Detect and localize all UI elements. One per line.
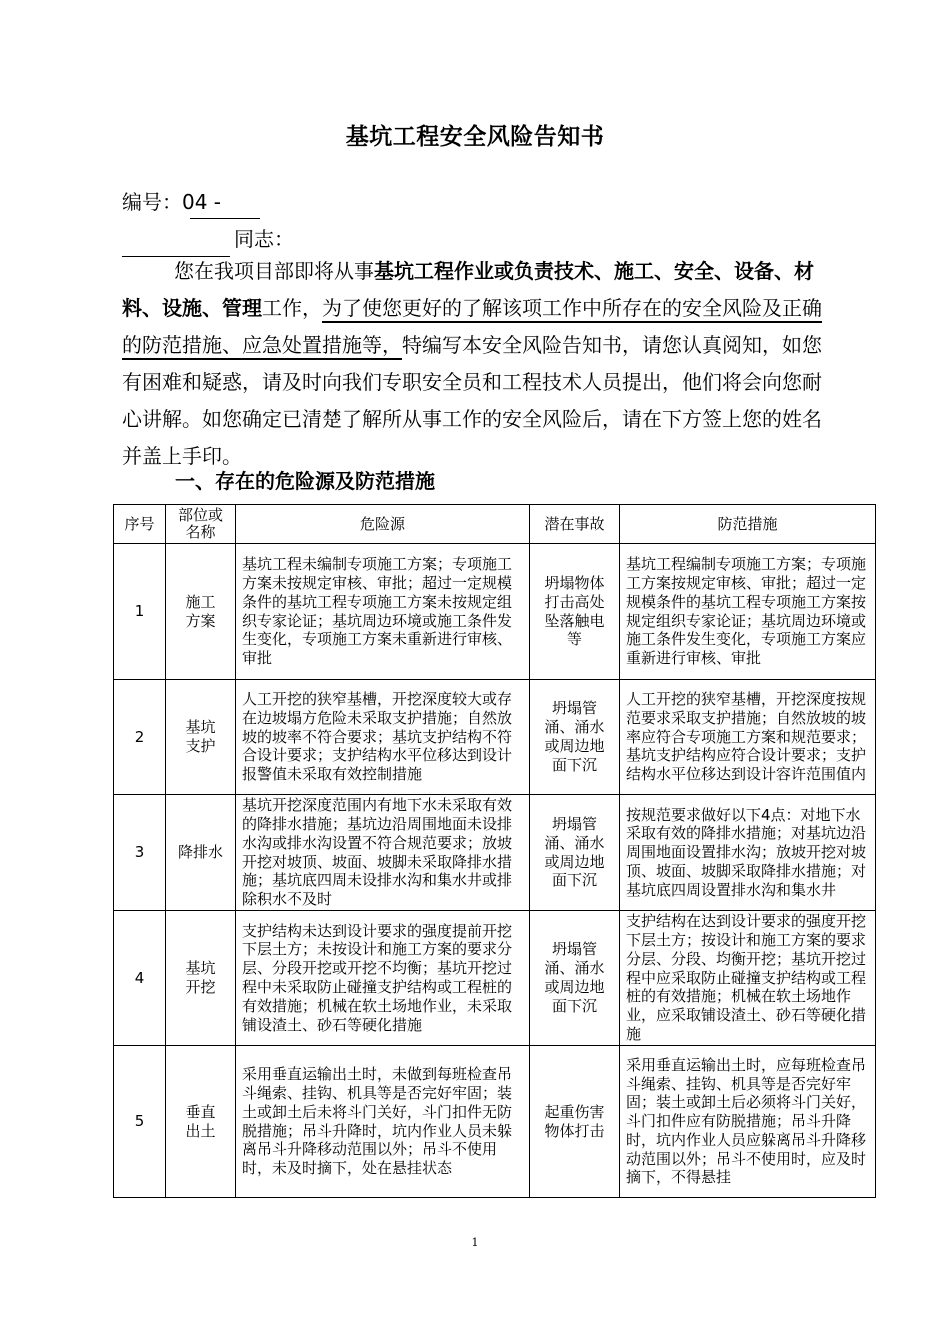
row-hazard: 基坑开挖深度范围内有地下水未采取有效的降排水措施；基坑边沿周围地面未设排水沟或排水沟设置不符合规范要求；放坡开挖对坡顶、坡面、坡脚未采取降排水措施；基坑底四周未设排水沟和集水井或排除积水不及时: [236, 795, 530, 911]
row-no: 2: [114, 680, 166, 795]
row-part: 基坑开挖: [166, 911, 236, 1046]
header-measures: 防范措施: [620, 505, 876, 544]
row-part: 降排水: [166, 795, 236, 911]
header-part: 部位或名称: [166, 505, 236, 544]
row-hazard: 采用垂直运输出土时，未做到每班检查吊斗绳索、挂钩、机具等是否完好牢固；装土或卸土后未将斗门关好，斗门扣件无防脱措施；吊斗升降时，坑内作业人员未躲离吊斗升降移动范围以外；吊斗不使用时，未及时摘下，处在悬挂状态: [236, 1046, 530, 1198]
row-no: 5: [114, 1046, 166, 1198]
section-title: 一、存在的危险源及防范措施: [175, 469, 435, 493]
table-row: [114, 680, 876, 795]
table-row: [114, 911, 876, 1046]
row-measures: 支护结构在达到设计要求的强度开挖下层土方；按设计和施工方案的要求分层、分段、均衡开挖；基坑开挖过程中应采取防止碰撞支护结构或工程桩的有效措施；机械在软土场地作业，应采取铺设渣土、砂石等硬化措施: [620, 911, 876, 1046]
row-accident: 坍塌管涌、涌水或周边地面下沉: [530, 795, 620, 911]
row-no: 3: [114, 795, 166, 911]
row-accident: 坍塌管涌、涌水或周边地面下沉: [530, 680, 620, 795]
row-hazard: 人工开挖的狭窄基槽，开挖深度较大或存在边坡塌方危险未采取支护措施；自然放坡的坡率不符合要求；基坑支护结构不符合设计要求；支护结构水平位移达到设计报警值未采取有效控制措施: [236, 680, 530, 795]
row-measures: 采用垂直运输出土时，应每班检查吊斗绳索、挂钩、机具等是否完好牢固；装土或卸土后必须将斗门关好，斗门扣件应有防脱措施；吊斗升降时，坑内作业人员应躲离吊斗升降移动范围以外；吊斗不使用时，应及时摘下，不得悬挂: [620, 1046, 876, 1198]
intro-paragraph: [122, 253, 834, 475]
comrade-label: 同志：: [234, 227, 294, 251]
number-label: 编号：04 -: [122, 190, 222, 214]
intro-bold-part: 基坑工程作业或负责技术、施工、安全、设备、材料、设施、管理: [122, 259, 814, 320]
header-hazard: 危险源: [236, 505, 530, 544]
header-no: 序号: [114, 505, 166, 544]
row-hazard: 支护结构未达到设计要求的强度提前开挖下层土方；未按设计和施工方案的要求分层、分段开挖或开挖不均衡；基坑开挖过程中未采取防止碰撞支护结构或工程桩的有效措施；机械在软土场地作业，未采取铺设渣土、砂石等硬化措施: [236, 911, 530, 1046]
header-accident: 潜在事故: [530, 505, 620, 544]
row-hazard: 基坑工程未编制专项施工方案；专项施工方案未按规定审核、审批；超过一定规模条件的基坑工程专项施工方案未按规定组织专家论证；基坑周边环境或施工条件发生变化，专项施工方案未重新进行审核、审批: [236, 544, 530, 680]
row-accident: 坍塌物体打击高处坠落触电等: [530, 544, 620, 680]
row-part: 施工方案: [166, 544, 236, 680]
row-measures: 按规范要求做好以下4点：对地下水采取有效的降排水措施；对基坑边沿周围地面设置排水沟；放坡开挖对坡顶、坡面、坡脚采取降排水措施；对基坑底四周设置排水沟和集水井: [620, 795, 876, 911]
row-part: 垂直出土: [166, 1046, 236, 1198]
row-accident: 坍塌管涌、涌水或周边地面下沉: [530, 911, 620, 1046]
row-accident: 起重伤害物体打击: [530, 1046, 620, 1198]
intro-part1: 您在我项目部即将从事: [174, 259, 374, 283]
intro-part2: 工作，: [262, 296, 322, 320]
row-no: 4: [114, 911, 166, 1046]
risk-table: [113, 504, 876, 1198]
page-number: 1: [471, 1236, 479, 1249]
table-header-row: [114, 505, 876, 544]
table-row: [114, 544, 876, 680]
intro-part3: 特编写本安全风险告知书，请您认真阅知，如您有困难和疑惑，请及时向我们专职安全员和工程技术人员提出，他们将会向您耐心讲解。如您确定已清楚了解所从事工作的安全风险后，请在下方签上您的姓名并盖上手印。: [122, 333, 822, 468]
row-part: 基坑支护: [166, 680, 236, 795]
row-measures: 基坑工程编制专项施工方案；专项施工方案按规定审核、审批；超过一定规模条件的基坑工程专项施工方案按规定组织专家论证；基坑周边环境或施工条件发生变化，专项施工方案应重新进行审核、审批: [620, 544, 876, 680]
row-no: 1: [114, 544, 166, 680]
table-row: [114, 795, 876, 911]
number-underline: [190, 218, 260, 219]
table-row: [114, 1046, 876, 1198]
intro-underlined-part: 为了使您更好的了解该项工作中所存在的安全风险及正确的防范措施、应急处置措施等，: [122, 296, 822, 357]
document-title: 基坑工程安全风险告知书: [345, 124, 605, 150]
row-measures: 人工开挖的狭窄基槽，开挖深度按规范要求采取支护措施；自然放坡的坡率应符合专项施工方案和规范要求；基坑支护结构应符合设计要求；支护结构水平位移达到设计容许范围值内: [620, 680, 876, 795]
